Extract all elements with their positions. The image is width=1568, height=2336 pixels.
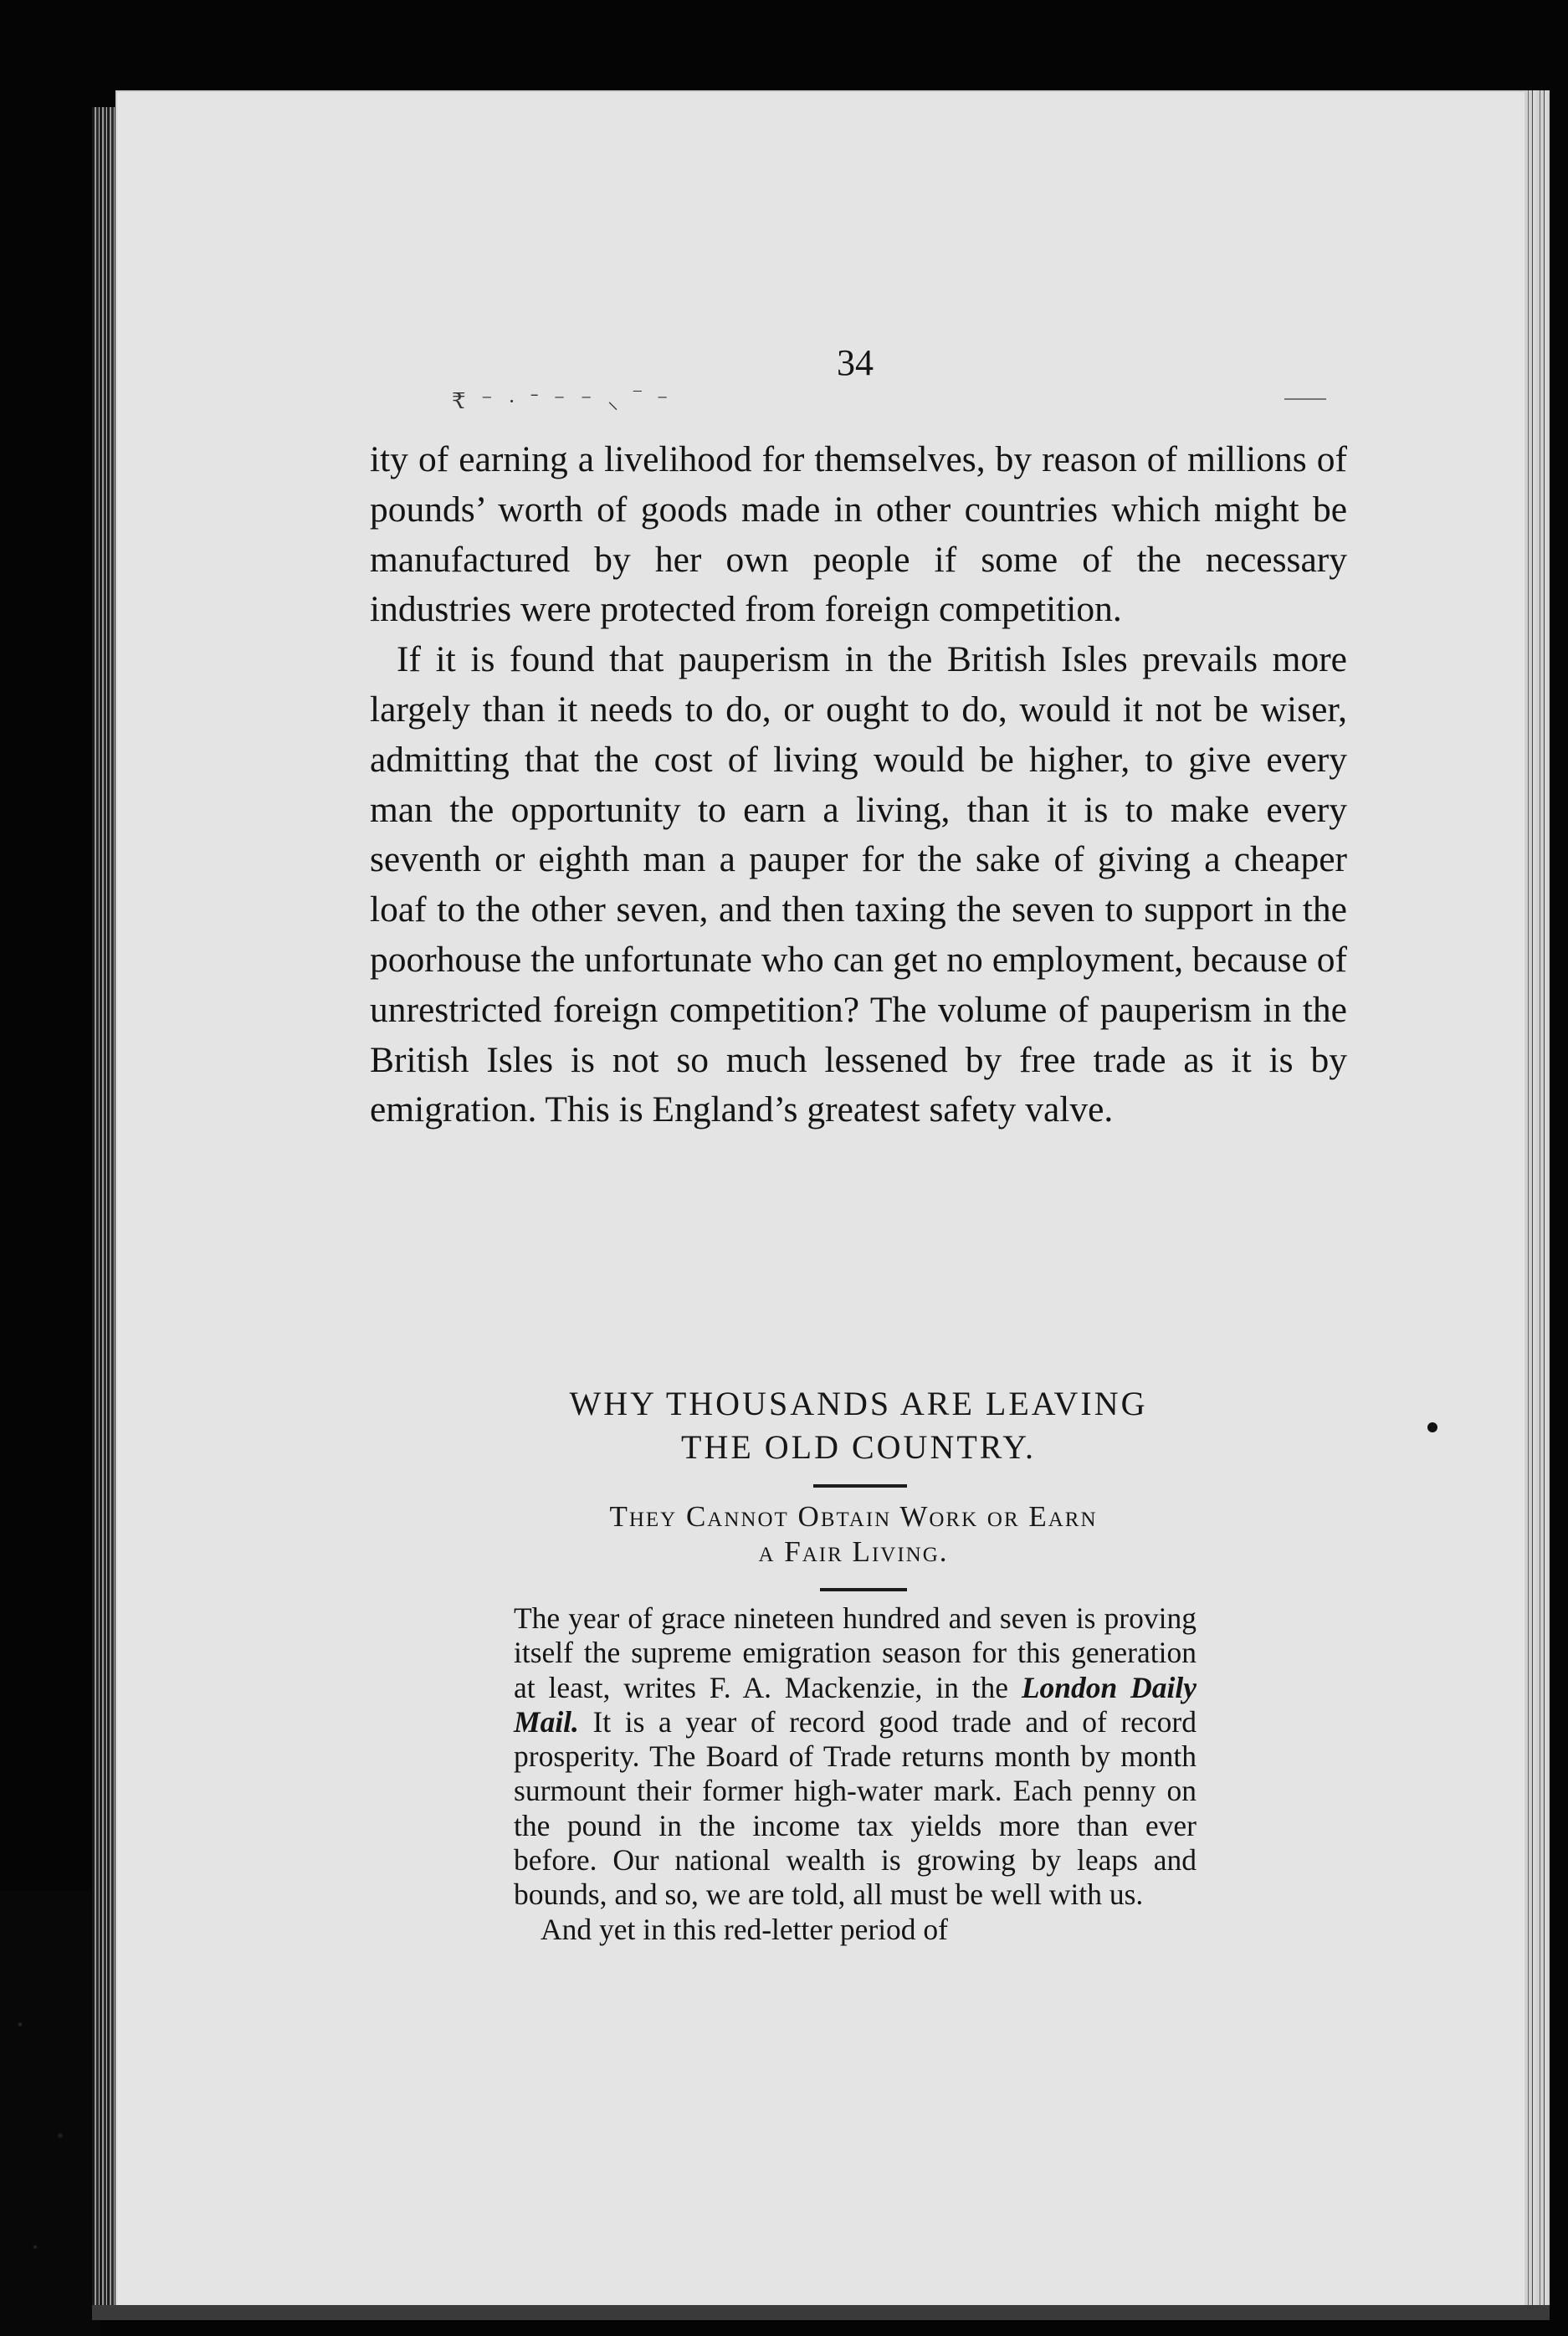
scan-noise xyxy=(0,1891,100,2336)
scan-dot xyxy=(1427,1422,1437,1432)
page-edge-bottom xyxy=(92,2305,1550,2320)
quote-paragraph xyxy=(514,1601,1196,1913)
quote-text-run: The year of grace nineteen hundred and seven is proving itself the supreme emigration season for this generation at least, writes F. A. Mackenzie, in the xyxy=(514,1601,1196,1704)
main-text xyxy=(370,435,1347,1135)
subheading-line: a Fair Living. xyxy=(758,1535,949,1568)
page-number: 34 xyxy=(837,342,874,383)
running-head xyxy=(452,375,1355,413)
page-edge-right xyxy=(1524,90,1550,2320)
quoted-article xyxy=(514,1601,1196,1947)
section-heading-line: THE OLD COUNTRY. xyxy=(681,1428,1036,1466)
body-paragraph: If it is found that pauperism in the British Isles prevails more largely than it needs to do, or ought to do, would it not be wiser, admitting that the cost of living would be higher, to give every man the opportunity to earn a living, than it is to make every seventh or eighth man a pauper for the sake of giving a cheaper loaf to the other seven, and then taxing the seven to support in the poorhouse the unfortunate who can get no employment, because of unrestricted foreign competition? The volume of pauperism in the British Isles is not so much lessened by free trade as it is by emigration. This is England’s greatest safety valve. xyxy=(370,639,1347,1130)
section-heading-line: WHY THOUSANDS ARE LEAVING xyxy=(569,1385,1148,1422)
body-paragraph: ity of earning a livelihood for themselves, by reason of millions of pounds’ worth of goods made in other countries which might be manufactured by her own people if some of the necessary industries were protected from foreign competition. xyxy=(370,439,1347,630)
page-edge-left xyxy=(92,107,115,2316)
running-head-marks: ₹ ⁻ · ˉ ⁻ ⁻ ⸜ ‾ ⁻ xyxy=(452,389,674,413)
section-divider xyxy=(813,1484,907,1488)
running-head-rule xyxy=(1284,398,1326,400)
publication-title: London Daily Mail. xyxy=(514,1670,1196,1739)
section-heading xyxy=(370,1382,1347,1469)
section-subheading xyxy=(510,1499,1196,1570)
subheading-divider xyxy=(820,1588,907,1591)
quote-paragraph: And yet in this red-letter period of xyxy=(541,1912,948,1946)
subheading-line: They Cannot Obtain Work or Earn xyxy=(609,1500,1098,1533)
quote-text-run: It is a year of record good trade and of record prosperity. The Board of Trade returns month by month surmount their former high-water mark. Each penny on the pound in the income tax yields more than ever before. Our national wealth is growing by leaps and bounds, and so, we are told, all must be well with us. xyxy=(514,1704,1196,1912)
book-page xyxy=(115,90,1548,2320)
